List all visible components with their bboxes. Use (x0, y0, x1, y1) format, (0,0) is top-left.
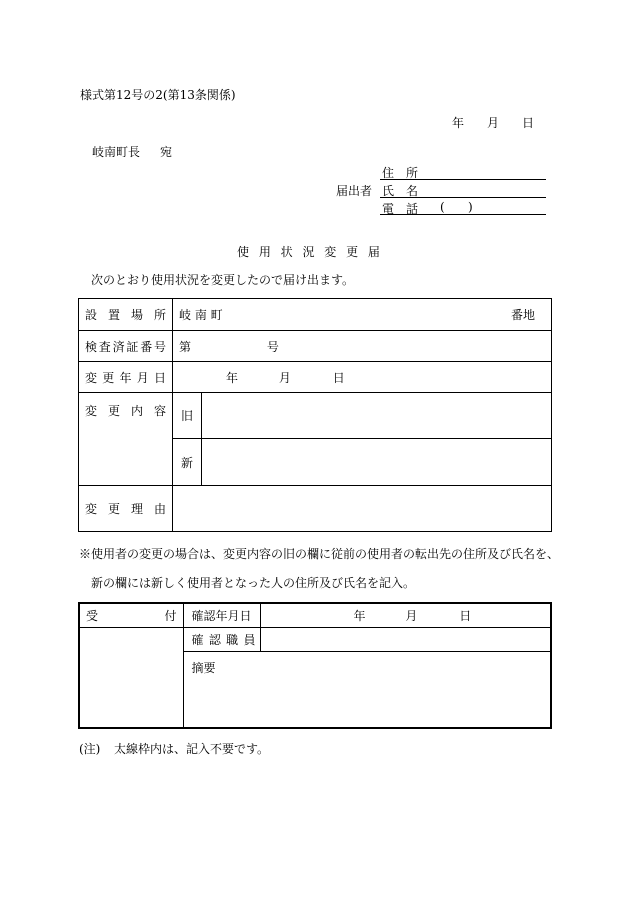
summary-field[interactable] (183, 651, 551, 728)
name-field[interactable] (380, 197, 546, 198)
cert-row (79, 331, 552, 362)
confirm-staff-label: 確 認 職 員 (183, 627, 260, 651)
location-row (79, 299, 552, 331)
change-date-year: 年 (226, 370, 239, 385)
addressee: 岐南町長 (92, 145, 141, 159)
phone-paren-close: ) (468, 200, 473, 214)
note-line-2: 新の欄には新しく使用者となった人の住所及び氏名を記入。 (91, 576, 416, 590)
confirm-date-field[interactable] (260, 603, 551, 627)
date-day-label: 日 (522, 116, 535, 130)
change-old-row (79, 393, 552, 439)
cert-prefix: 第 (179, 339, 192, 354)
change-date-label: 変 更 年 月 日 (79, 362, 173, 393)
cert-suffix: 号 (266, 339, 279, 354)
footnote-text: 太線枠内は、記入不要です。 (114, 742, 270, 756)
confirm-month: 月 (405, 608, 418, 623)
address-label: 住 所 (382, 166, 418, 180)
summary-label: 摘要 (191, 660, 216, 675)
reception-stamp-area[interactable] (79, 627, 183, 728)
location-town: 岐 南 町 (179, 308, 223, 322)
footnote-prefix: (注) (79, 742, 101, 756)
confirm-staff-field[interactable] (260, 627, 551, 651)
name-label: 氏 名 (382, 184, 418, 198)
date-month-label: 月 (487, 116, 500, 130)
main-table (78, 298, 552, 532)
reception-label: 受 付 (79, 603, 183, 627)
form-number: 様式第12号の2(第13条関係) (80, 88, 236, 102)
old-content-field[interactable] (202, 393, 552, 439)
address-field[interactable] (380, 179, 546, 180)
applicant-label: 届出者 (336, 184, 373, 198)
change-date-month: 月 (278, 370, 291, 385)
confirm-staff-row (79, 627, 551, 651)
form-title: 使 用 状 況 変 更 届 (237, 245, 380, 259)
reason-field[interactable] (173, 486, 552, 532)
old-label: 旧 (173, 393, 202, 439)
intro-text: 次のとおり使用状況を変更したので届け出ます。 (91, 273, 355, 287)
phone-field[interactable] (380, 214, 546, 215)
confirm-date-row (79, 603, 551, 627)
location-label: 設 置 場 所 (79, 299, 173, 331)
change-date-field[interactable] (173, 362, 552, 393)
office-use-table (78, 602, 552, 729)
reason-label: 変 更 理 由 (79, 486, 173, 532)
confirm-day: 日 (459, 608, 472, 623)
confirm-year: 年 (353, 608, 366, 623)
location-suffix: 番地 (510, 308, 535, 322)
phone-paren-open: ( (440, 200, 445, 214)
cert-field[interactable] (173, 331, 552, 362)
new-content-field[interactable] (202, 439, 552, 486)
change-date-row (79, 362, 552, 393)
change-content-label: 変 更 内 容 (79, 393, 173, 486)
note-line-1: ※使用者の変更の場合は、変更内容の旧の欄に従前の使用者の転出先の住所及び氏名を、 (79, 547, 560, 561)
date-year-label: 年 (452, 116, 465, 130)
change-date-day: 日 (332, 370, 345, 385)
phone-label: 電 話 (382, 202, 418, 216)
confirm-date-label: 確認年月日 (183, 603, 260, 627)
reason-row (79, 486, 552, 532)
location-field[interactable] (173, 299, 552, 331)
new-label: 新 (173, 439, 202, 486)
addressee-suffix: 宛 (160, 145, 173, 159)
cert-label: 検 査 済 証 番 号 (79, 331, 173, 362)
